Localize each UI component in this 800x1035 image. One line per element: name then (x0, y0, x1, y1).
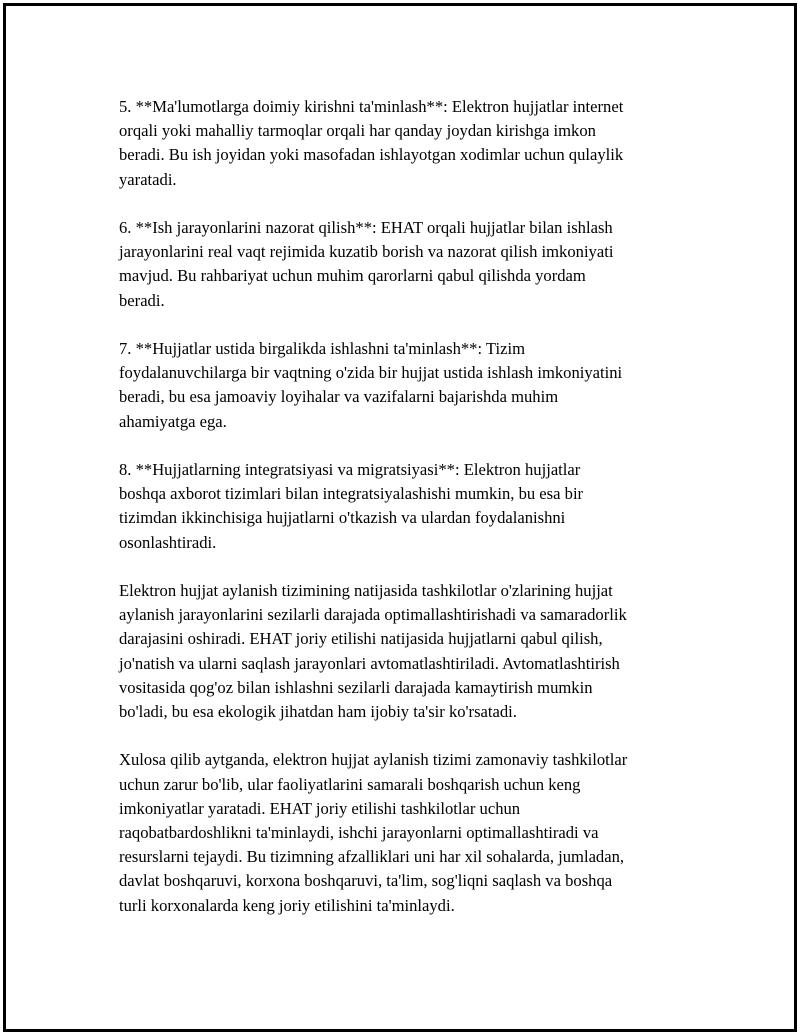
document-page (3, 3, 797, 1032)
paragraph-item-8: 8. **Hujjatlarning integratsiyasi va migratsiyasi**: Elektron hujjatlar boshqa axborot tizimlari bilan integratsiyalashishi mumkin, bu esa bir tizimdan ikkinchisiga hujjatlarni o'tkazish va ulardan foydalanishni osonlashtiradi. (119, 460, 584, 552)
paragraph-item-5: 5. **Ma'lumotlarga doimiy kirishni ta'minlash**: Elektron hujjatlar internet orqali yoki mahalliy tarmoqlar orqali har qanday joydan kirishga imkon beradi. Bu ish joyidan yoki masofadan ishlayotgan xodimlar uchun qulaylik yaratadi. (119, 97, 624, 189)
paragraph-conclusion: Xulosa qilib aytganda, elektron hujjat aylanish tizimi zamonaviy tashkilotlar uchun zarur bo'lib, ular faoliyatlarini samarali boshqarish uchun keng imkoniyatlar yaratadi. EHAT joriy etilishi tashkilotlar uchun raqobatbardoshlikni ta'minlaydi, ishchi jarayonlarni optimallashtiradi va resurslarni tejaydi. Bu tizimning afzalliklari uni har xil sohalarda, jumladan, davlat boshqaruvi, korxona boshqaruvi, ta'lim, sog'liqni saqlash va boshqa turli korxonalarda keng joriy etilishini ta'minlaydi. (119, 750, 628, 915)
paragraph-ehat-results: Elektron hujjat aylanish tizimining natijasida tashkilotlar o'zlarining hujjat aylanish jarayonlarini sezilarli darajada optimallashtirishadi va samaradorlik darajasini oshiradi. EHAT joriy etilishi natijasida hujjatlarni qabul qilish, jo'natish va ularni saqlash jarayonlari avtomatlashtiriladi. Avtomatlashtirish vositasida qog'oz bilan ishlashni sezilarli darajada kamaytirish mumkin bo'ladi, bu esa ekologik jihatdan ham ijobiy ta'sir ko'rsatadi. (119, 581, 627, 722)
paragraph-item-6: 6. **Ish jarayonlarini nazorat qilish**: EHAT orqali hujjatlar bilan ishlash jarayonlarini real vaqt rejimida kuzatib borish va nazorat qilish imkoniyati mavjud. Bu rahbariyat uchun muhim qarorlarni qabul qilishda yordam beradi. (119, 218, 614, 310)
paragraph-item-7: 7. **Hujjatlar ustida birgalikda ishlashni ta'minlash**: Tizim foydalanuvchilarga bir vaqtning o'zida bir hujjat ustida ishlash imkoniyatini beradi, bu esa jamoaviy loyihalar va vazifalarni bajarishda muhim ahamiyatga ega. (119, 339, 623, 431)
document-body (119, 95, 689, 918)
